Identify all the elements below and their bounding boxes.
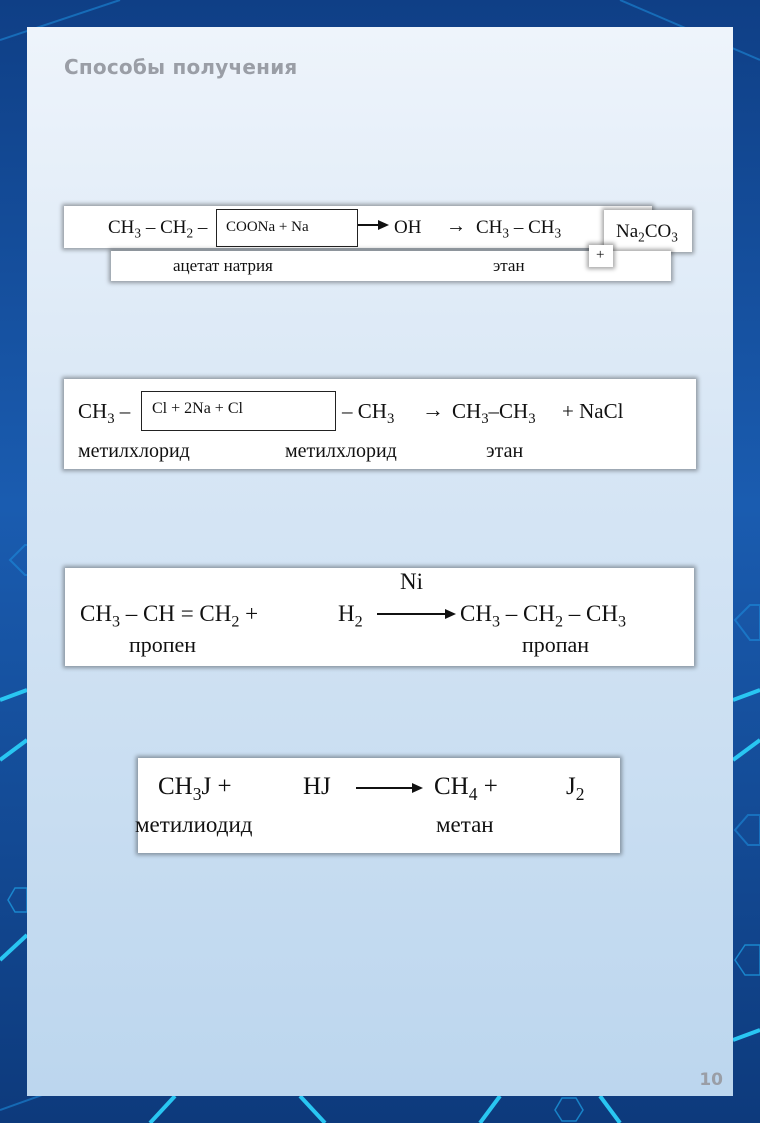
reaction-4-iodine: $J_2$ [566, 773, 585, 805]
reaction-3-label-product: пропан [522, 632, 590, 657]
reaction-2-label-2: метилхлорид [285, 440, 397, 462]
reaction-2-arrow: → [422, 397, 444, 422]
reaction-4-reactant: $CH_3J$ + [158, 773, 232, 805]
reaction-1-arrow: → [446, 215, 466, 237]
reaction-3-arrow-line [377, 613, 447, 615]
reaction-1-plus-box [589, 245, 613, 267]
reaction-2-box [64, 379, 696, 469]
reaction-1-reactant: $CH_3 - CH_2$ – [108, 217, 208, 241]
reaction-2-label-1: метилхлорид [78, 440, 190, 462]
reaction-1-product: $CH_3 - CH_3$ [476, 217, 562, 241]
reaction-1-plus-sign: + [596, 247, 605, 263]
reaction-1-label-reactant: ацетат натрия [173, 256, 273, 275]
reaction-1-boxed-group: COONa + Na [226, 219, 309, 235]
reaction-2-product: $CH_3-CH_3$ [452, 399, 536, 428]
reaction-4-product: $CH_4$ + [434, 773, 498, 805]
reaction-1-byproduct-box [604, 210, 692, 252]
slide-title: Способы получения [64, 55, 298, 79]
reaction-1-byproduct: $Na_2CO_3$ [616, 221, 678, 245]
slide [27, 27, 733, 1096]
reaction-2-label-3: этан [486, 440, 524, 462]
reaction-4-label-reactant: метилиодид [135, 812, 253, 837]
reaction-3-reactant: $CH_3$ – CH = $CH_2$ + [80, 601, 259, 631]
page-number: 10 [699, 1070, 723, 1090]
reaction-1-hydroxide: OH [394, 217, 422, 238]
reaction-2-byproduct: + NaCl [562, 399, 624, 423]
reaction-3-arrow-head [445, 609, 456, 619]
reaction-4-arrow-line [356, 787, 414, 789]
reaction-3-box [65, 568, 694, 666]
reaction-2-boxed-group: Cl + 2Na + Cl [152, 400, 243, 417]
reaction-3-product: $CH_3 - CH_2 - CH_3$ [460, 601, 626, 631]
reaction-4-label-product: метан [436, 812, 494, 837]
reaction-1-equation-box [64, 206, 652, 248]
reaction-1-bend-arrow-line [358, 224, 380, 226]
reaction-2-reactant-end: – $CH_3$ [342, 399, 395, 428]
reaction-4-hj: HJ [303, 773, 331, 800]
reaction-2-reactant: $CH_3$ – [78, 399, 131, 428]
reaction-4-arrow-head [412, 783, 423, 793]
reaction-4-box [135, 758, 620, 853]
reaction-1-label-box [111, 251, 671, 281]
reaction-1-bend-arrow-head [378, 220, 389, 230]
reaction-3-hydrogen: $H_2$ [338, 601, 363, 631]
reaction-3-label-reactant: пропен [129, 632, 197, 657]
reaction-1-label-product: этан [493, 256, 525, 275]
reaction-3-catalyst: Ni [400, 569, 423, 594]
